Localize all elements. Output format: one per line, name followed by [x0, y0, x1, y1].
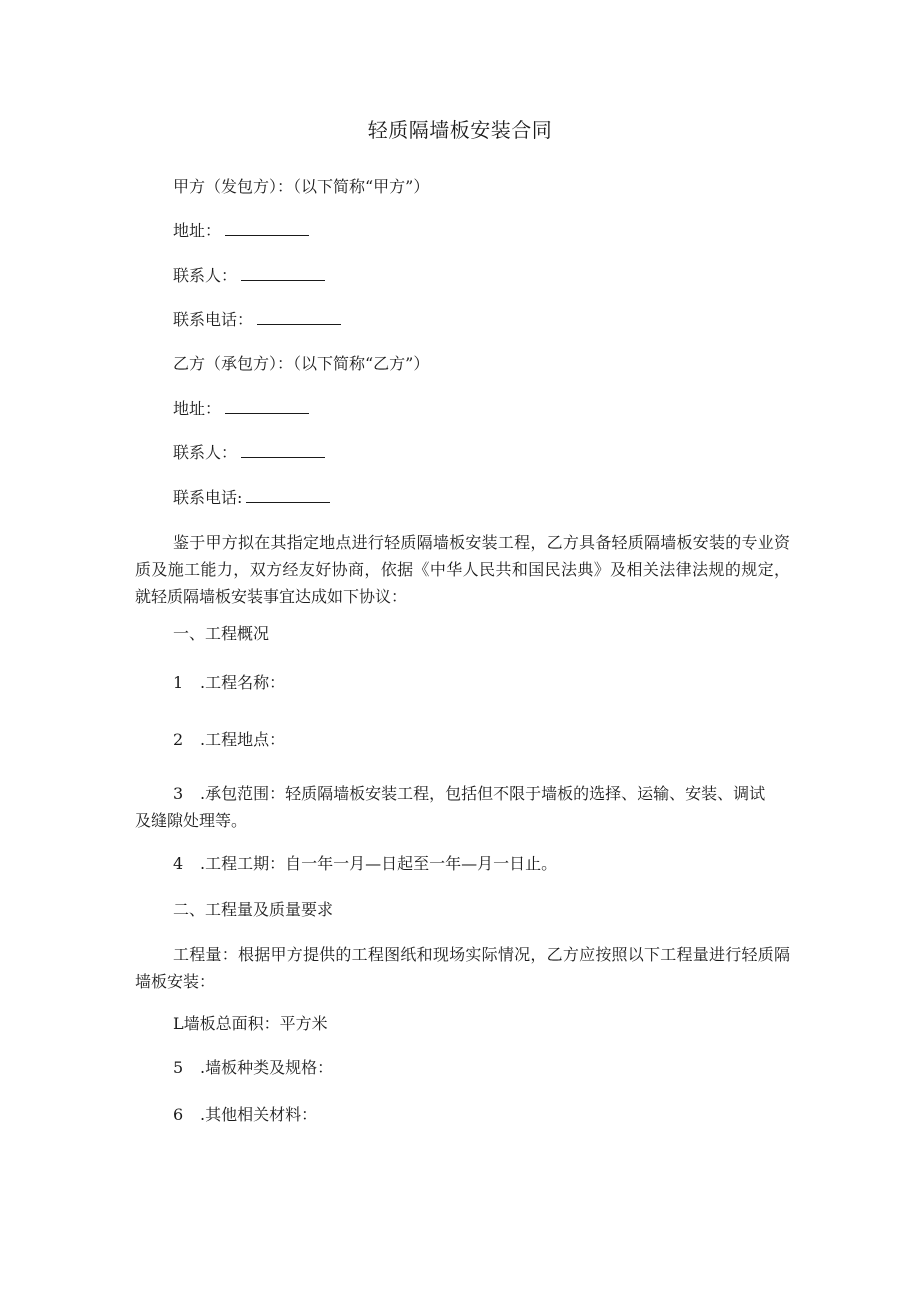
party-a-address-blank [225, 221, 309, 236]
item-number: 4 [173, 854, 184, 873]
party-a-address [173, 219, 309, 243]
party-b-address [173, 397, 309, 421]
party-b-phone-blank [246, 488, 330, 503]
item-number: 6 [173, 1105, 184, 1124]
party-b-heading: 乙方（承包方）：（以下简称“乙方”） [173, 354, 430, 373]
item-6 [173, 1103, 317, 1127]
party-a-phone [173, 308, 341, 332]
party-b-phone [173, 486, 330, 510]
document-title: 轻质隔墙板安装合同 [367, 118, 553, 142]
item-text: .工程名称： [200, 673, 286, 692]
item-1 [173, 671, 285, 695]
party-a-contact-blank [241, 266, 325, 281]
party-b-contact-label: 联系人： [173, 443, 238, 462]
party-b-contact [173, 441, 325, 465]
item-5 [173, 1056, 333, 1080]
party-a-contact [173, 264, 325, 288]
party-a-phone-blank [257, 310, 341, 325]
party-b-contact-blank [241, 443, 325, 458]
item-number: 1 [173, 673, 184, 692]
section-2-heading: 二、工程量及质量要求 [173, 900, 334, 919]
item-number: 3 [173, 784, 184, 803]
party-b-address-label: 地址： [173, 399, 222, 418]
party-a-heading: 甲方（发包方）：（以下简称“甲方”） [173, 177, 430, 196]
party-b-address-blank [225, 399, 309, 414]
item-2 [173, 728, 285, 752]
area-line: L墙板总面积：平方米 [173, 1014, 328, 1033]
item-text: .其他相关材料： [200, 1105, 318, 1124]
item-text: .工程工期：自一年一月—日起至一年—月一日止。 [200, 854, 558, 873]
party-a-address-label: 地址： [173, 221, 222, 240]
party-a-contact-label: 联系人： [173, 266, 238, 285]
party-a-phone-label: 联系电话： [173, 310, 254, 329]
item-3 [173, 782, 765, 806]
party-b-phone-label: 联系电话: [173, 488, 243, 507]
section-1-heading: 一、工程概况 [173, 624, 270, 643]
item-4 [173, 852, 557, 876]
item-text: .承包范围：轻质隔墙板安装工程，包括但不限于墙板的选择、运输、安装、调试 [200, 784, 766, 803]
item-number: 2 [173, 730, 184, 749]
item-number: 5 [173, 1058, 184, 1077]
item-3-continuation: 及缝隙处理等。 [135, 811, 248, 830]
item-text: .墙板种类及规格： [200, 1058, 334, 1077]
item-text: .工程地点： [200, 730, 286, 749]
preamble-paragraph: 鉴于甲方拟在其指定地点进行轻质隔墙板安装工程，乙方具备轻质隔墙板安装的专业资质及施工能力，双方经友好协商，依据《中华人民共和国民法典》及相关法律法规的规定，就轻质隔墙板安装事宜达成如下协议： [135, 533, 790, 606]
section-2-intro: 工程量：根据甲方提供的工程图纸和现场实际情况，乙方应按照以下工程量进行轻质隔墙板安装： [135, 945, 790, 991]
